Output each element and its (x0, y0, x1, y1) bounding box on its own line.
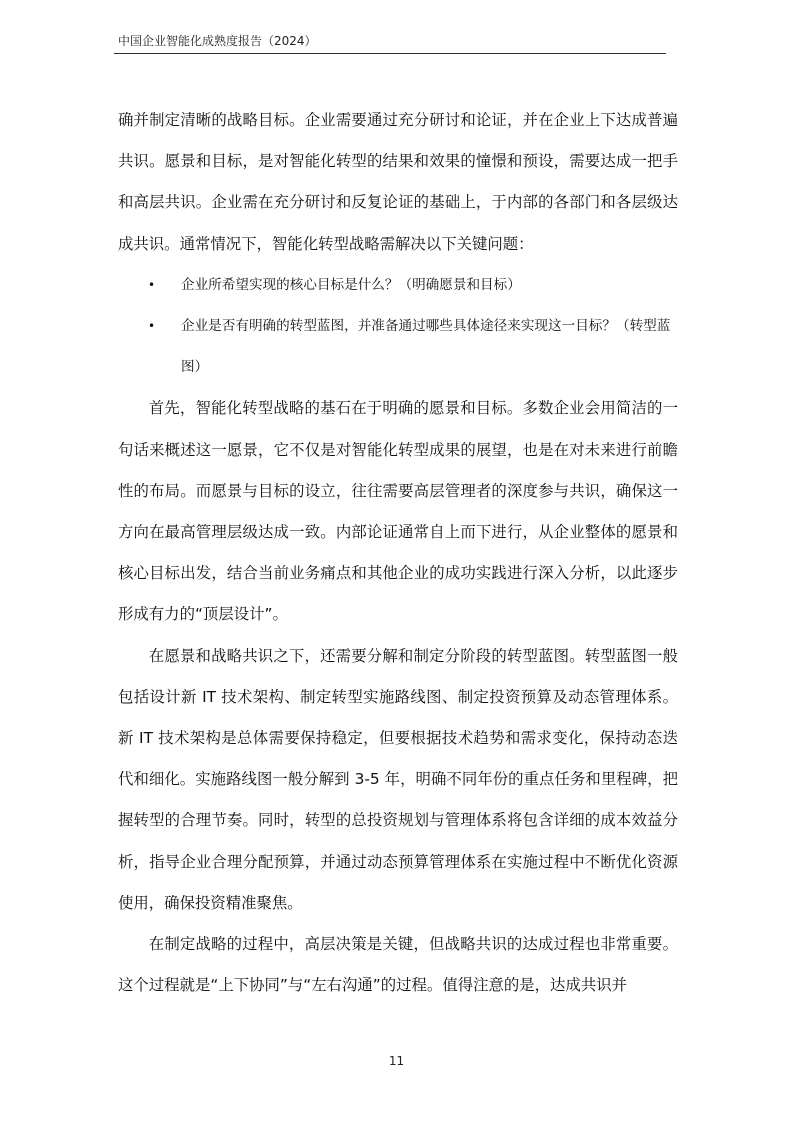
page-number: 11 (388, 1054, 405, 1068)
paragraph-blueprint: 在愿景和战略共识之下，还需要分解和制定分阶段的转型蓝图。转型蓝图一般包括设计新 IT 技术架构、制定转型实施路线图、制定投资预算及动态管理体系。新 IT 技术架构是总体需要保持稳定，但要根据技术趋势和需求变化，保持动态迭代和细化。实施路线图一般分解到 3-5 年，明确不同年份的重点任务和里程碑，把握转型的合理节奏。同时，转型的总投资规划与管理体系将包含详细的成本效益分析，指导企业合理分配预算，并通过动态预算管理体系在实施过程中不断优化资源使用，确保投资精准聚焦。 (118, 646, 678, 912)
bullet-icon: • (148, 319, 156, 334)
bullet-icon: • (148, 277, 156, 292)
running-header: 中国企业智能化成熟度报告（2024） (118, 34, 317, 48)
list-item-text: 企业所希望实现的核心目标是什么？（明确愿景和目标） (181, 276, 521, 293)
list-item (118, 306, 678, 388)
paragraph-strategy-goals: 确并制定清晰的战略目标。企业需要通过充分研讨和论证，并在企业上下达成普遍共识。愿景和目标，是对智能化转型的结果和效果的憧憬和预设，需要达成一把手和高层共识。企业需在充分研讨和反复论证的基础上，于内部的各部门和各层级达成共识。通常情况下，智能化转型战略需解决以下关键问题： (118, 111, 678, 253)
list-item-text: 企业是否有明确的转型蓝图，并准备通过哪些具体途径来实现这一目标？（转型蓝图） (181, 318, 671, 376)
paragraph-consensus: 在制定战略的过程中，高层决策是关键，但战略共识的达成过程也非常重要。这个过程就是“上下协同”与“左右沟通”的过程。值得注意的是，达成共识并 (118, 935, 678, 995)
document-body (118, 100, 678, 1006)
header-divider (114, 53, 666, 54)
paragraph-vision: 首先，智能化转型战略的基石在于明确的愿景和目标。多数企业会用简洁的一句话来概述这一愿景，它不仅是对智能化转型成果的展望，也是在对未来进行前瞻性的布局。而愿景与目标的设立，往往需要高层管理者的深度参与共识，确保这一方向在最高管理层级达成一致。内部论证通常自上而下进行，从企业整体的愿景和核心目标出发，结合当前业务痛点和其他企业的成功实践进行深入分析，以此逐步形成有力的“顶层设计”。 (118, 399, 678, 624)
key-questions-list (118, 265, 678, 389)
list-item (118, 265, 678, 306)
